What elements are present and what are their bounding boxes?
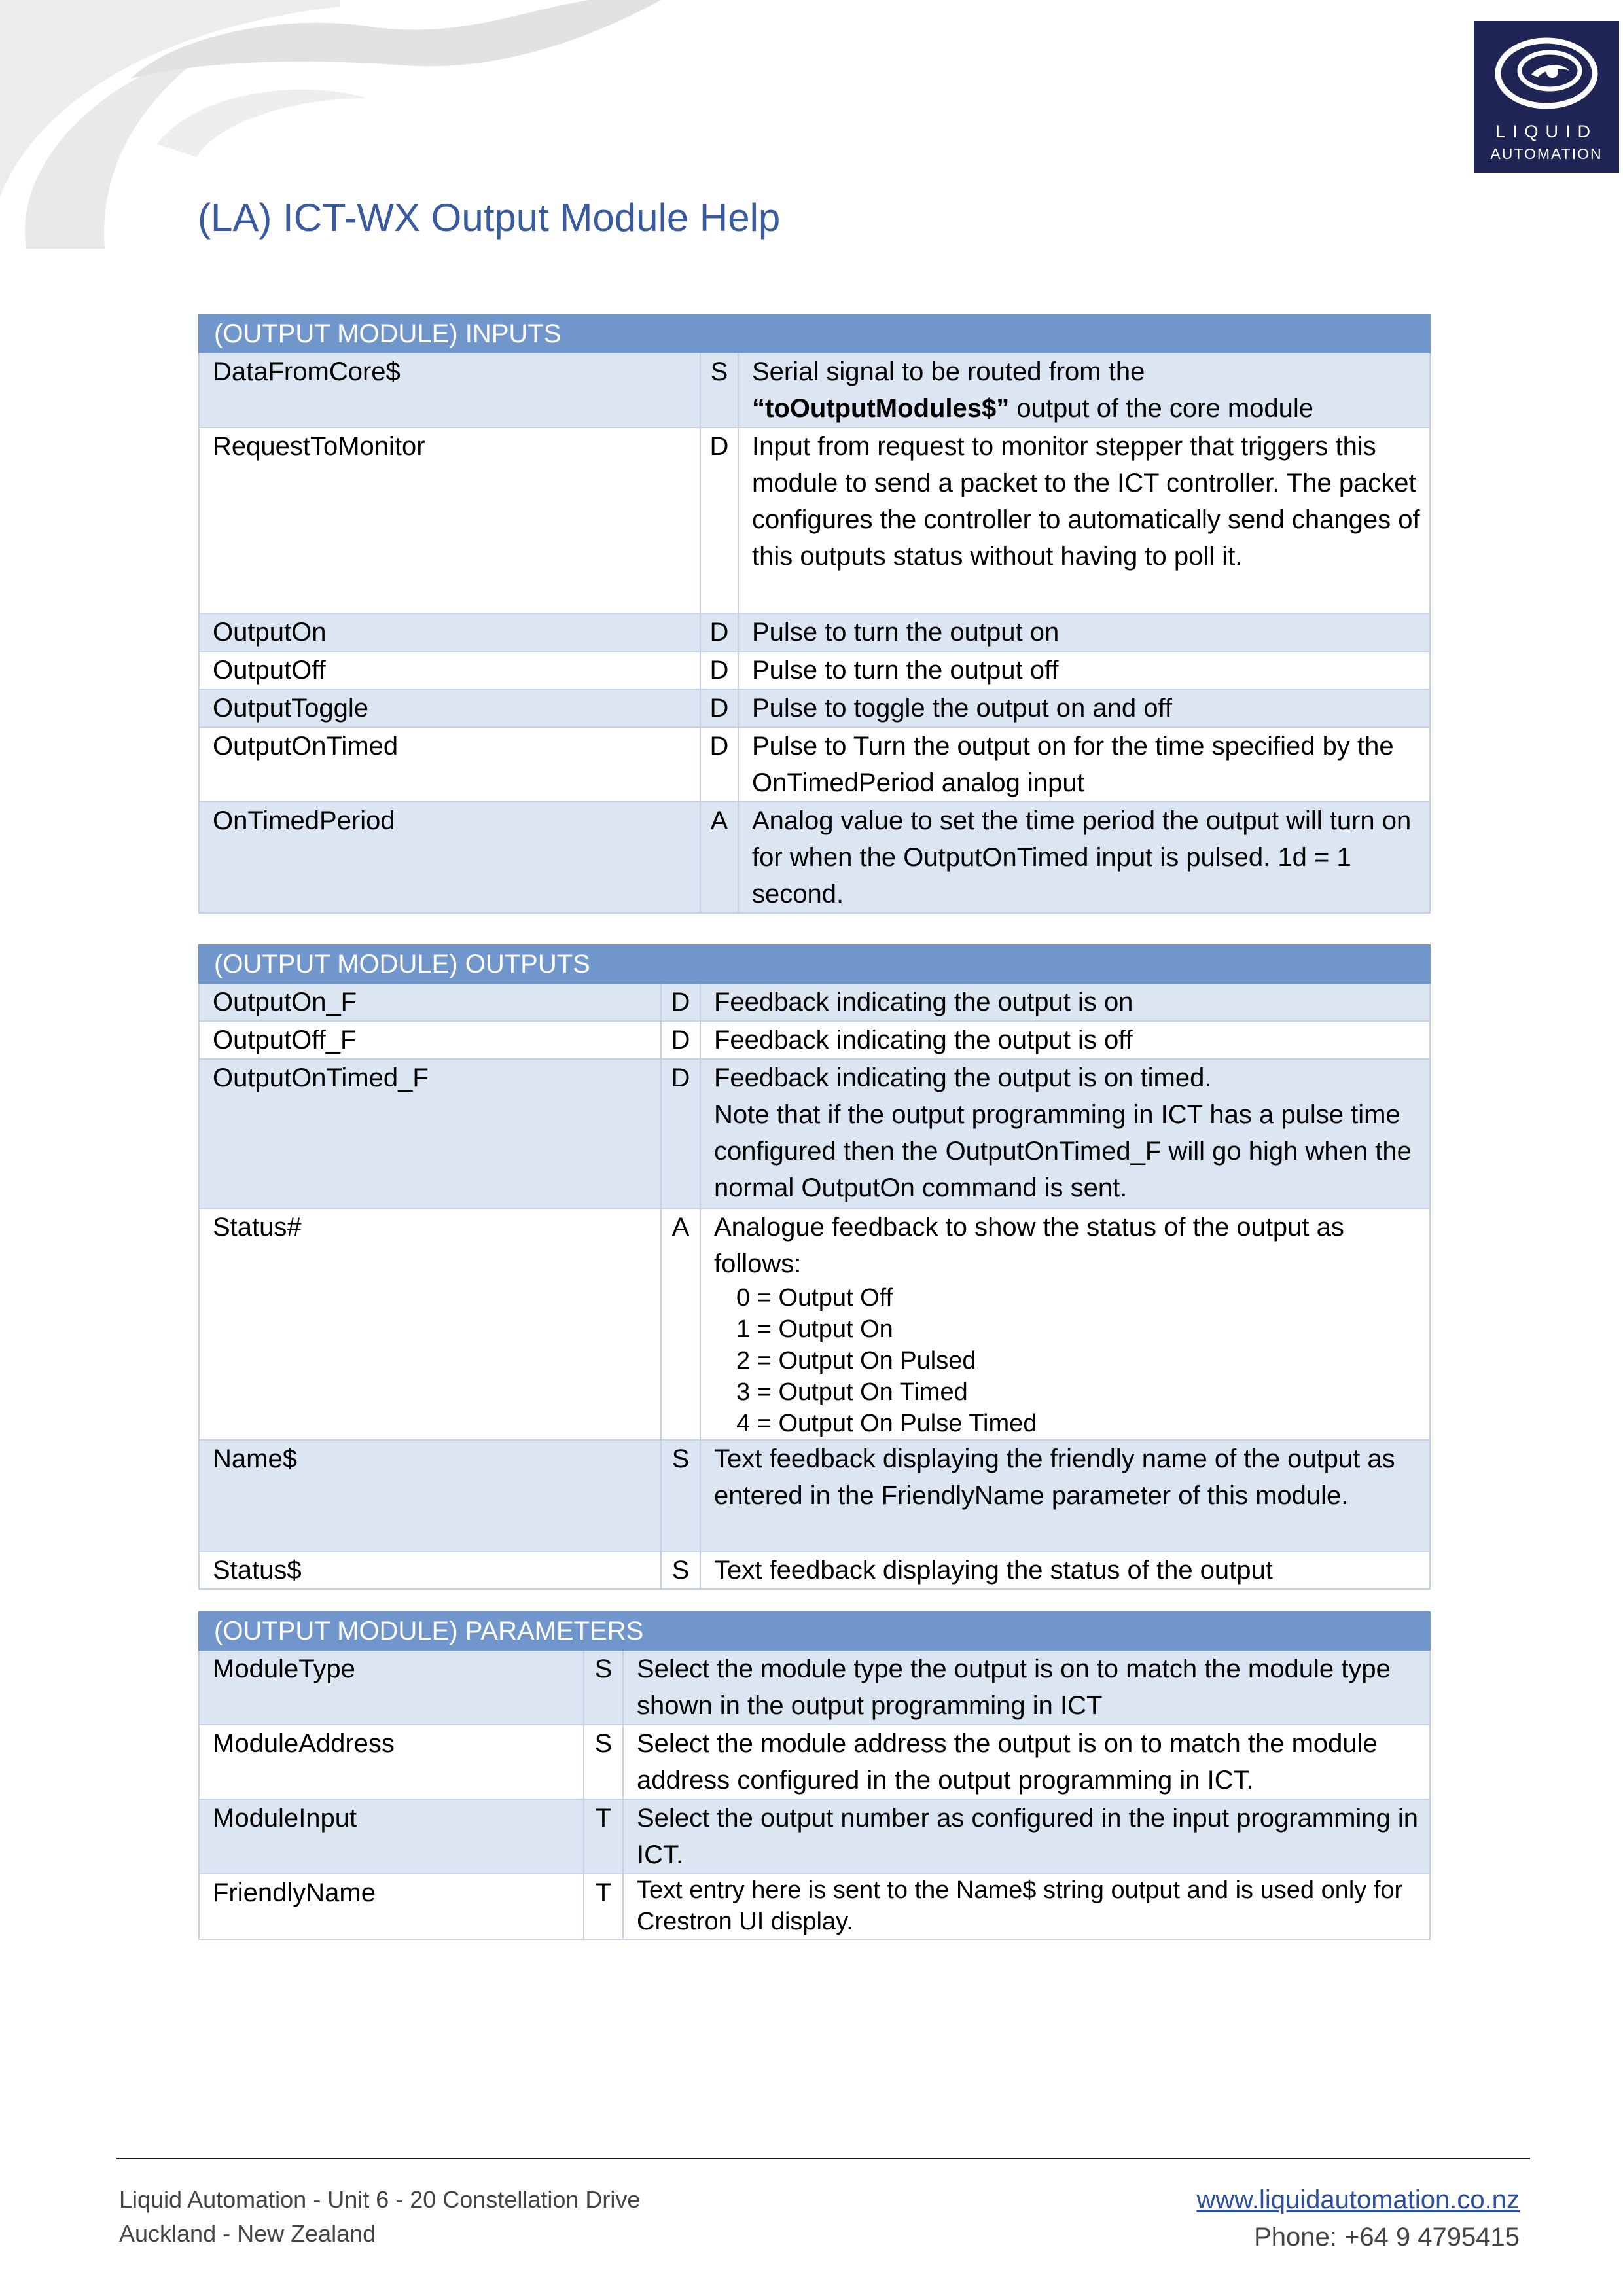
signal-type: D bbox=[700, 689, 738, 727]
address-line-2: Auckland - New Zealand bbox=[119, 2220, 376, 2247]
parameter-description: Select the module address the output is on to match the module address configured in the output programming in ICT. bbox=[623, 1725, 1430, 1799]
parameter-name: ModuleAddress bbox=[199, 1725, 584, 1799]
signal-description: Feedback indicating the output is on bbox=[700, 983, 1430, 1021]
table-row bbox=[199, 1799, 1430, 1874]
parameters-table-header: (OUTPUT MODULE) PARAMETERS bbox=[199, 1612, 1430, 1650]
liquid-automation-logo bbox=[1474, 21, 1619, 173]
list-item: 4 = Output On Pulse Timed bbox=[736, 1410, 1037, 1437]
list-item: 3 = Output On Timed bbox=[736, 1378, 968, 1406]
table-row bbox=[199, 1551, 1430, 1589]
parameter-type: T bbox=[584, 1874, 623, 1939]
logo-text-liquid: LIQUID bbox=[1495, 122, 1598, 141]
signal-name: RequestToMonitor bbox=[199, 427, 700, 613]
signal-name: OutputOff_F bbox=[199, 1021, 661, 1059]
signal-type: A bbox=[700, 802, 738, 913]
signal-name: OutputOn_F bbox=[199, 983, 661, 1021]
parameter-description: Select the module type the output is on to match the module type shown in the output programming in ICT bbox=[623, 1650, 1430, 1725]
signal-description: Analogue feedback to show the status of the output as follows: 0 = Output Off 1 = Output On 2 = Output On Pulsed 3 = Output On Timed 4 = Output On Pulse Timed bbox=[700, 1208, 1430, 1440]
signal-description: Text feedback displaying the friendly name of the output as entered in the FriendlyName parameter of this module. bbox=[700, 1440, 1430, 1551]
table-row bbox=[199, 651, 1430, 689]
swirl-logo-icon bbox=[1492, 33, 1601, 114]
parameter-type: S bbox=[584, 1650, 623, 1725]
signal-description: Analog value to set the time period the output will turn on for when the OutputOnTimed input is pulsed. 1d = 1 second. bbox=[738, 802, 1430, 913]
signal-name: Name$ bbox=[199, 1440, 661, 1551]
signal-description: Pulse to turn the output off bbox=[738, 651, 1430, 689]
signal-type: D bbox=[661, 1059, 700, 1208]
signal-type: S bbox=[661, 1551, 700, 1589]
parameter-name: ModuleType bbox=[199, 1650, 584, 1725]
table-row bbox=[199, 802, 1430, 913]
address-line-1: Liquid Automation - Unit 6 - 20 Constellation Drive bbox=[119, 2186, 641, 2213]
outputs-table bbox=[198, 944, 1431, 1590]
signal-type: D bbox=[700, 651, 738, 689]
table-row bbox=[199, 1874, 1430, 1939]
signal-name: Status$ bbox=[199, 1551, 661, 1589]
signal-name: OutputOn bbox=[199, 613, 700, 651]
footer-address bbox=[119, 2183, 640, 2251]
signal-description: Input from request to monitor stepper that triggers this module to send a packet to the ICT controller. The packet configures the controller to automatically send changes of this outputs status without having to poll it. bbox=[738, 427, 1430, 613]
inputs-table bbox=[198, 314, 1431, 914]
parameter-description: Text entry here is sent to the Name$ string output and is used only for Crestron UI display. bbox=[623, 1874, 1430, 1939]
signal-type: D bbox=[700, 427, 738, 613]
signal-type: S bbox=[700, 353, 738, 427]
signal-name: Status# bbox=[199, 1208, 661, 1440]
table-row bbox=[199, 727, 1430, 802]
table-row bbox=[199, 1725, 1430, 1799]
signal-name: DataFromCore$ bbox=[199, 353, 700, 427]
parameters-table bbox=[198, 1611, 1431, 1940]
page-title: (LA) ICT-WX Output Module Help bbox=[198, 196, 781, 240]
outputs-table-header: (OUTPUT MODULE) OUTPUTS bbox=[199, 945, 1430, 983]
parameter-name: ModuleInput bbox=[199, 1799, 584, 1874]
signal-type: D bbox=[661, 983, 700, 1021]
signal-name: OnTimedPeriod bbox=[199, 802, 700, 913]
list-item: 1 = Output On bbox=[736, 1316, 893, 1343]
table-row bbox=[199, 427, 1430, 613]
inputs-table-header: (OUTPUT MODULE) INPUTS bbox=[199, 315, 1430, 353]
signal-type: D bbox=[700, 727, 738, 802]
signal-name: OutputToggle bbox=[199, 689, 700, 727]
footer-divider bbox=[116, 2158, 1530, 2159]
table-row bbox=[199, 1208, 1430, 1440]
parameter-name: FriendlyName bbox=[199, 1874, 584, 1939]
signal-type: S bbox=[661, 1440, 700, 1551]
signal-description: Pulse to toggle the output on and off bbox=[738, 689, 1430, 727]
parameter-description: Select the output number as configured in the input programming in ICT. bbox=[623, 1799, 1430, 1874]
table-row bbox=[199, 613, 1430, 651]
footer-phone: Phone: +64 9 4795415 bbox=[1254, 2223, 1520, 2251]
signal-name: OutputOff bbox=[199, 651, 700, 689]
signal-description: Pulse to turn the output on bbox=[738, 613, 1430, 651]
status-value-list bbox=[714, 1282, 1423, 1439]
table-row bbox=[199, 983, 1430, 1021]
list-item: 0 = Output Off bbox=[736, 1284, 893, 1312]
signal-description: Feedback indicating the output is on timed. Note that if the output programming in ICT has a pulse time configured then the OutputOnTimed_F will go high when the normal OutputOn command is sent. bbox=[700, 1059, 1430, 1208]
table-row bbox=[199, 1021, 1430, 1059]
parameter-type: T bbox=[584, 1799, 623, 1874]
logo-text-automation: AUTOMATION bbox=[1490, 145, 1603, 162]
table-row bbox=[199, 1440, 1430, 1551]
signal-description: Text feedback displaying the status of the output bbox=[700, 1551, 1430, 1589]
signal-type: A bbox=[661, 1208, 700, 1440]
signal-description: Pulse to Turn the output on for the time specified by the OnTimedPeriod analog input bbox=[738, 727, 1430, 802]
signal-type: D bbox=[661, 1021, 700, 1059]
signal-description: Feedback indicating the output is off bbox=[700, 1021, 1430, 1059]
signal-name: OutputOnTimed_F bbox=[199, 1059, 661, 1208]
website-link[interactable]: www.liquidautomation.co.nz bbox=[1196, 2185, 1520, 2214]
list-item: 2 = Output On Pulsed bbox=[736, 1347, 976, 1374]
signal-name: OutputOnTimed bbox=[199, 727, 700, 802]
table-row bbox=[199, 1650, 1430, 1725]
table-row bbox=[199, 353, 1430, 427]
table-row bbox=[199, 1059, 1430, 1208]
table-row bbox=[199, 689, 1430, 727]
signal-description: Serial signal to be routed from the “toOutputModules$” output of the core module bbox=[738, 353, 1430, 427]
parameter-type: S bbox=[584, 1725, 623, 1799]
signal-type: D bbox=[700, 613, 738, 651]
